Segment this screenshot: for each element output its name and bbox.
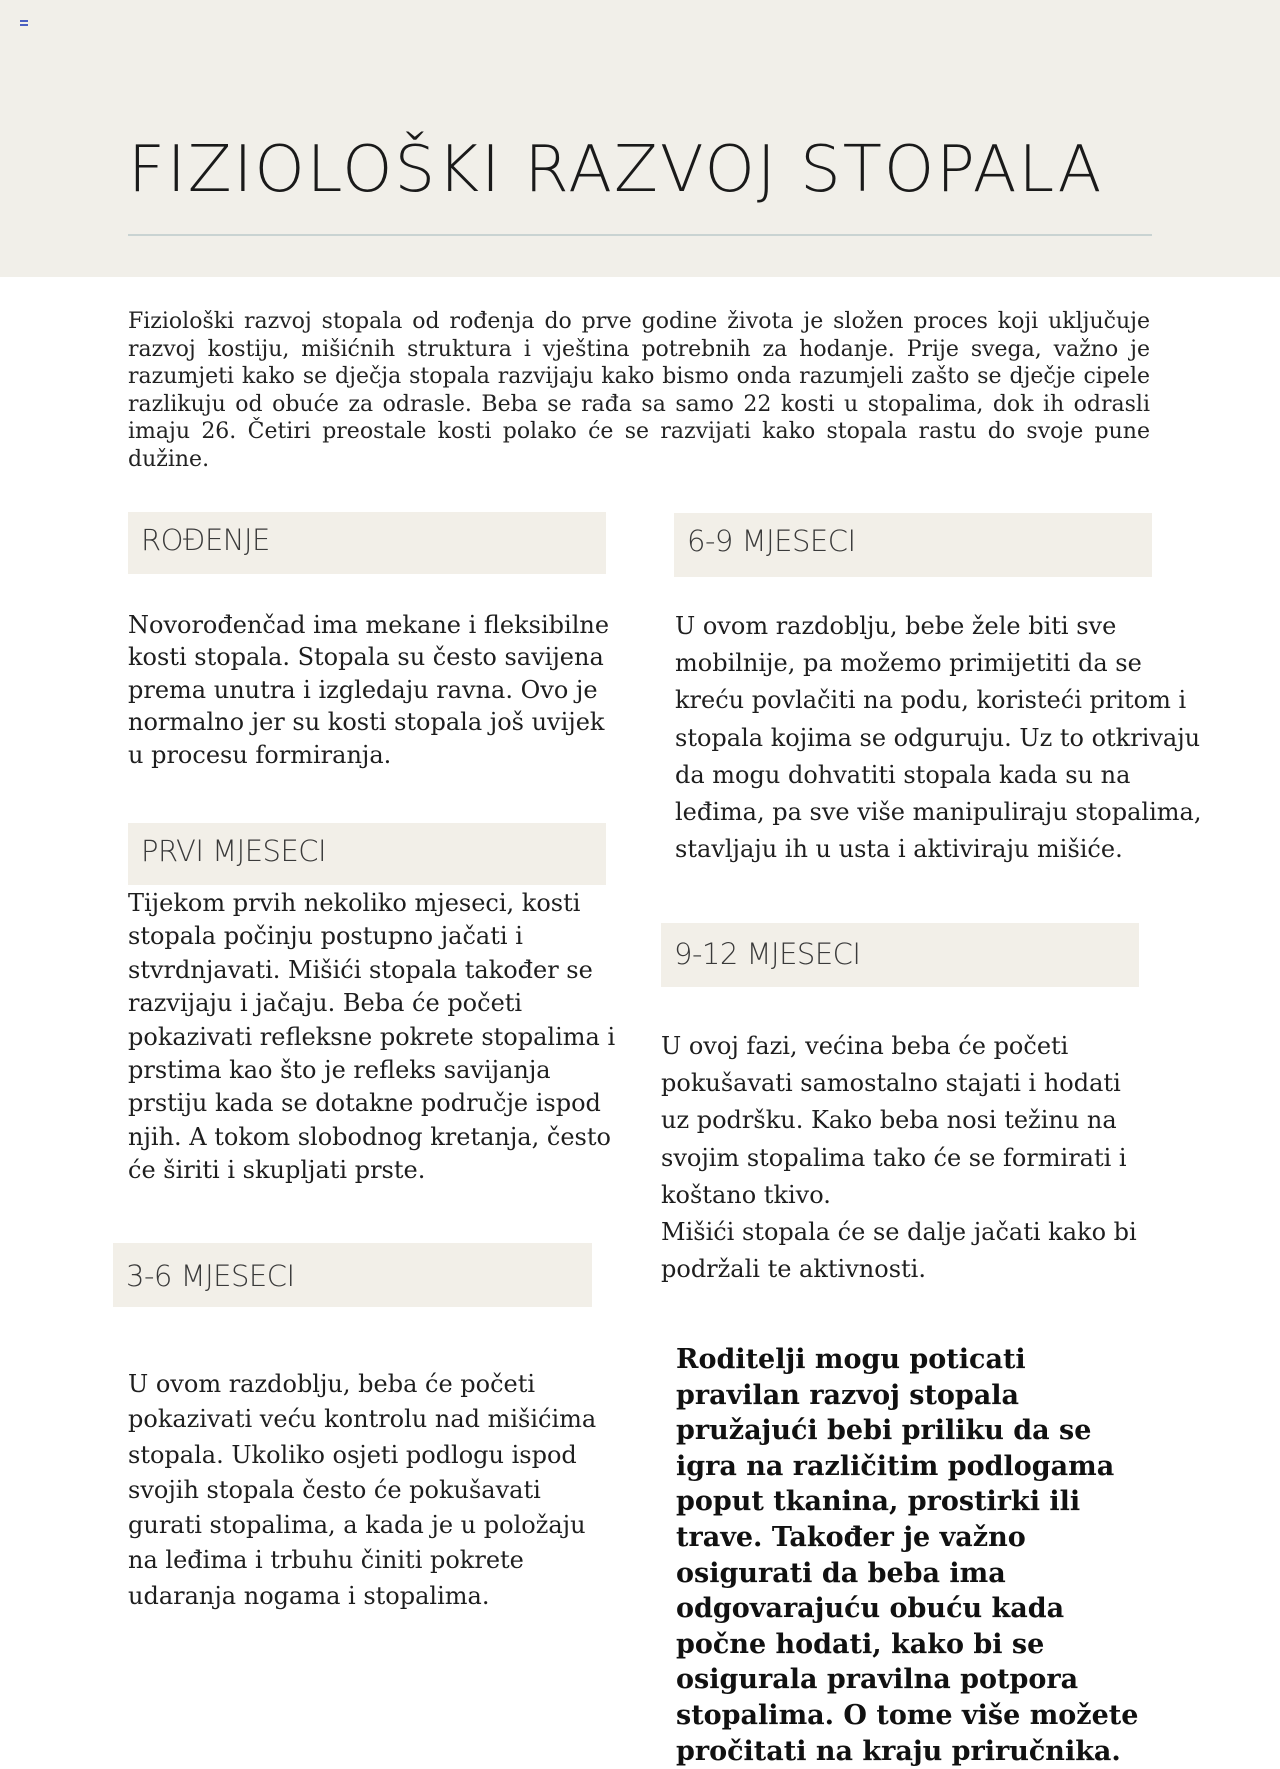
closing-paragraph: Roditelji mogu poticati pravilan razvoj stopala pružajući bebi priliku da se igra na različitim podlogama poput tkanina, prostirki ili trave. Također je važno osigurati da beba ima odgovarajuću obuću kada počne hodati, kako bi se osigurala pravilna potpora stopalima. O tome više možete pročitati na kraju priručnika. xyxy=(676,1344,1139,1767)
menu-icon[interactable] xyxy=(20,20,28,26)
page-title: FIZIOLOŠKI RAZVOJ STOPALA xyxy=(128,133,1104,207)
section-heading-3-6-mjeseci: 3-6 MJESECI xyxy=(113,1243,592,1307)
section-body-rodenje: Novorođenčad ima mekane i fleksibilne kosti stopala. Stopala su često savijena prema unutra i izgledaju ravna. Ovo je normalno jer su kosti stopala još uvijek u procesu formiranja. xyxy=(128,611,610,769)
section-heading-9-12-mjeseci: 9-12 MJESECI xyxy=(661,923,1139,987)
section-body-3-6-mjeseci: U ovom razdoblju, beba će početi pokazivati veću kontrolu nad mišićima stopala. Ukoliko osjeti podlogu ispod svojih stopala često će pokušavati gurati stopalima, a kada je u položaju na leđima i trbuhu činiti pokrete udaranja nogama i stopalima. xyxy=(128,1370,597,1610)
section-body-6-9-mjeseci: U ovom razdoblju, bebe žele biti sve mobilnije, pa možemo primijetiti da se kreću povlačiti na podu, koristeći pritom i stopala kojima se odguruju. Uz to otkrivaju da mogu dohvatiti stopala kada su na leđima, pa sve više manipuliraju stopalima, stavljaju ih u usta i aktiviraju mišiće. xyxy=(675,612,1202,864)
section-body-9-12-mjeseci: U ovoj fazi, većina beba će početi pokušavati samostalno stajati i hodati uz podršku. Kako beba nosi težinu na svojim stopalima tako će se formirati i koštano tkivo. Mišići stopala će se dalje jačati kako bi podržali te aktivnosti. xyxy=(661,1032,1137,1284)
section-heading-prvi-mjeseci: PRVI MJESECI xyxy=(128,823,606,885)
intro-paragraph: Fiziološki razvoj stopala od rođenja do prve godine života je složen proces koji uključuje razvoj kostiju, mišićnih struktura i vještina potrebnih za hodanje. Prije svega, važno je razumjeti kako se dječja stopala razvijaju kako bismo onda razumjeli zašto se dječje cipele razlikuju od obuće za odrasle. Beba se rađa sa samo 22 kosti u stopalima, dok ih odrasli imaju 26. Četiri preostale kosti polako će se razvijati kako stopala rastu do svoje pune dužine. xyxy=(128,309,1150,472)
title-divider xyxy=(128,234,1152,236)
section-heading-6-9-mjeseci: 6-9 MJESECI xyxy=(674,513,1152,577)
section-body-prvi-mjeseci: Tijekom prvih nekoliko mjeseci, kosti stopala počinju postupno jačati i stvrdnjavati. Mišići stopala također se razvijaju i jačaju. Beba će početi pokazivati refleksne pokrete stopalima i prstima kao što je refleks savijanja prstiju kada se dotakne područje ispod njih. A tokom slobodnog kretanja, često će širiti i skupljati prste. xyxy=(128,889,616,1185)
section-heading-rodenje: ROĐENJE xyxy=(128,512,606,574)
